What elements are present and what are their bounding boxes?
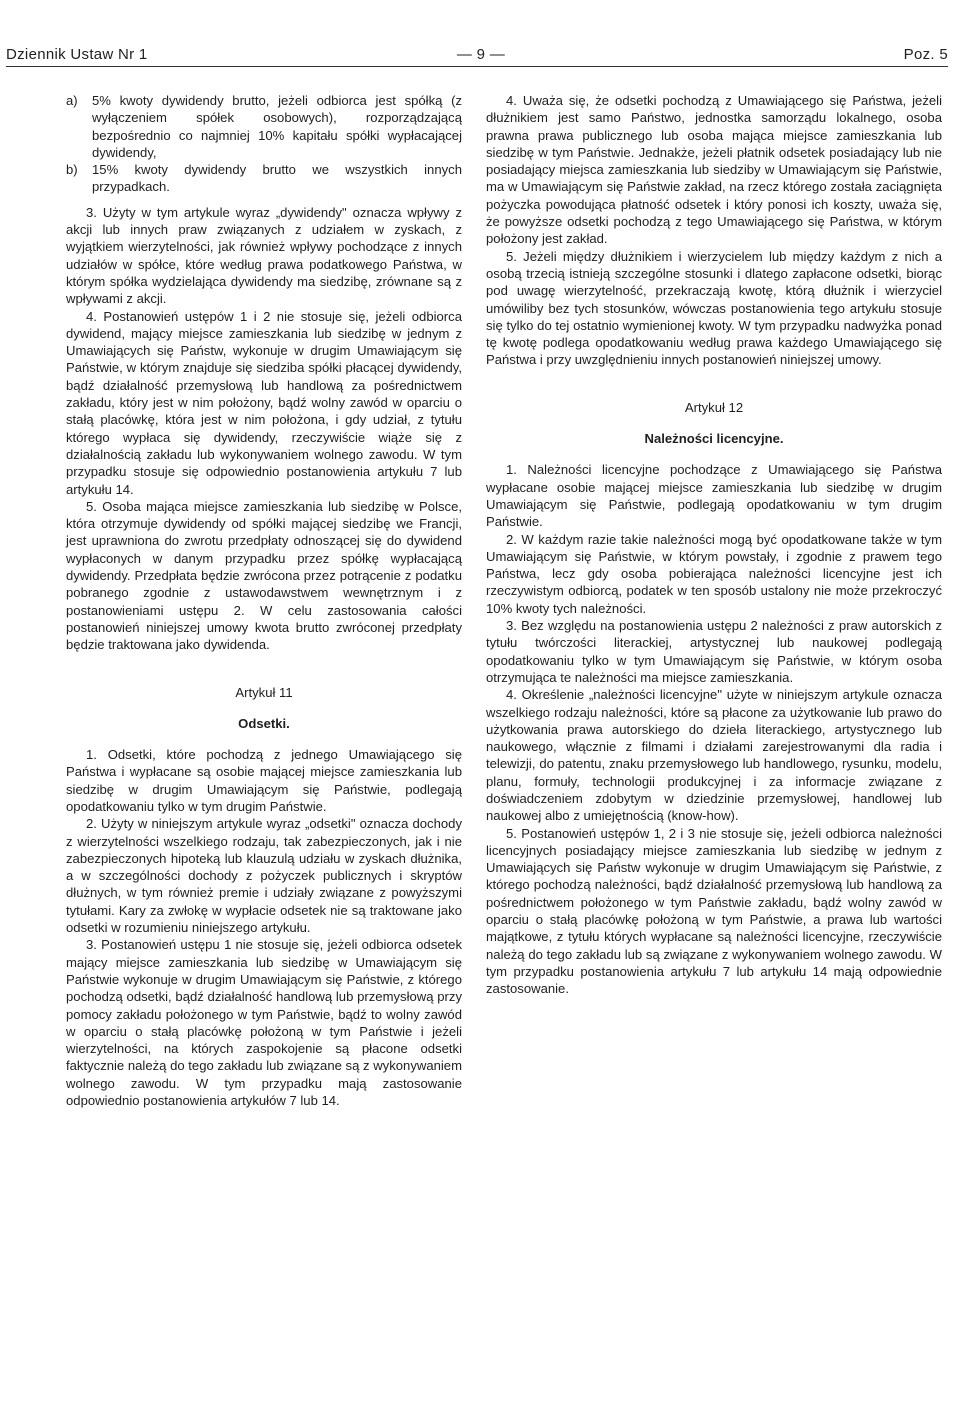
- paragraph-art10-5: 5. Osoba mająca miejsce zamieszkania lub siedzibę w Polsce, która otrzymuje dywidendy od spółki mającej siedzibę we Francji, jest uprawniona do zwrotu przedpłaty odnoszącej się do dywidend wypłaconych w danym przypadku przez spółkę wypłacającą dywidendy. Przedpłata będzie zwrócona przez potrącenie z podatku pobranego zgodnie z ustawodawstwem wewnętrznym i z postanowieniami ustępu 2. W celu zastosowania całości postanowień niniejszej umowy kwota brutto zwróconej przedpłaty będzie traktowana jako dywidenda.: [66, 498, 462, 653]
- paragraph-art11-1: 1. Odsetki, które pochodzą z jednego Umawiającego się Państwa i wypłacane są osobie mającej miejsce zamieszkania lub siedzibę w drugim Umawiającym się Państwie, podlegają opodatkowaniu tylko w tym drugim Państwie.: [66, 747, 462, 814]
- list-item-b: [66, 161, 462, 196]
- paragraph-art11-2: 2. Użyty w niniejszym artykule wyraz „odsetki" oznacza dochody z wierzytelności wszelkiego rodzaju, tak zabezpieczonych, jak i nie zabezpieczonych hipoteką lub klauzulą udziału w zyskach dłużnika, a w szczególności dochody z pożyczek publicznych i skryptów dłużnych, w tym również premie i udziały związane z powyższymi tytułami. Kary za zwłokę w wypłacie odsetek nie są traktowane jako odsetki w rozumieniu niniejszego artykułu.: [66, 816, 462, 936]
- item-a-label: a): [66, 93, 78, 108]
- page-number: — 9 —: [456, 46, 506, 63]
- item-b-label: b): [66, 162, 78, 178]
- paragraph-art12-5: 5. Postanowień ustępów 1, 2 i 3 nie stosuje się, jeżeli odbiorca należności licencyjnych posiadający miejsce zamieszkania lub siedzibę w jednym z Umawiających się Państw wykonuje w drugim Umawiającym się Państwie, z którego pochodzą należności, bądź działalność przemysłową lub handlową za pośrednictwem położonego w tym Państwie zakładu, bądź wolny zawód w oparciu o stałą placówkę położoną w tym Państwie, a prawa lub wartości majątkowe, z tytułu których wypłacane są należności licencyjne, rzeczywiście należą do tego zakładu lub są związane z wykonywaniem wolnego zawodu. W tym przypadku postanowienia artykułu 7 lub artykułu 14 mają odpowiednie zastosowanie.: [486, 825, 942, 997]
- article-11-title: Artykuł 11: [235, 684, 293, 700]
- right-column: [486, 92, 942, 998]
- paragraph-art10-3: 3. Użyty w tym artykule wyraz „dywidendy" oznacza wpływy z akcji lub innych praw związanych z udziałem w zyskach, z wyjątkiem wierzytelności, jak również wpływy pochodzące z innych udziałów w spółce, które według prawa podatkowego Państwa, w którym spółka wydzielająca dywidendy ma siedzibę, zrównane są z wpływami z akcji.: [66, 204, 462, 307]
- paragraph-art11-3: 3. Postanowień ustępu 1 nie stosuje się, jeżeli odbiorca odsetek mający miejsce zamieszkania lub siedzibę w Umawiającym się Państwie wykonuje w drugim Umawiającym się Państwie, z którego pochodzą odsetki, bądź działalność handlową lub przemysłową przy pomocy zakładu położonego w tym Państwie, bądź to wolny zawód w oparciu o stałą placówkę położoną w tym Państwie i jeżeli wierzytelności, na których zaspokojenie są płacone odsetki faktycznie należą do tego zakładu lub związane są z wykonywaniem wolnego zawodu. W tym przypadku mają zastosowanie odpowiednio postanowienia artykułów 7 lub 14.: [66, 937, 462, 1109]
- page-header: [6, 42, 948, 66]
- list-item-a: [66, 92, 462, 161]
- paragraph-art12-3: 3. Bez względu na postanowienia ustępu 2 należności z praw autorskich z tytułu twórczości literackiej, artystycznej lub naukowej podlegają opodatkowaniu tylko w tym Umawiającym się Państwie, w którym osoba otrzymująca te należności ma miejsce zamieszkania.: [486, 618, 942, 685]
- item-a-text: 5% kwoty dywidendy brutto, jeżeli odbiorca jest spółką (z wyłączeniem spółek osobowych), rozporządzającą bezpośrednio co najmniej 10% kapitału spółki wypłacającej dywidendy,: [92, 93, 462, 160]
- paragraph-art10-4: 4. Postanowień ustępów 1 i 2 nie stosuje się, jeżeli odbiorca dywidend, mający miejsce zamieszkania lub siedzibę w jednym z Umawiających się Państw, wykonuje w drugim Umawiającym się Państwie, w którym znajduje się siedziba spółki płacącej dywidendy, bądź działalność przemysłową lub handlową za pośrednictwem zakładu, który jest w nim położony, bądź wolny zawód w oparciu o stałą placówkę, która jest w nim położona, i gdy udział, z tytułu którego wypłaca się dywidendy, rzeczywiście wiąże się z działalnością zakładu lub wykonywaniem wolnego zawodu. W tym przypadku stosuje się odpowiednio postanowienia artykułu 7 lub artykułu 14.: [66, 308, 462, 497]
- item-b-text: 15% kwoty dywidendy brutto we wszystkich innych przypadkach.: [92, 162, 462, 195]
- paragraph-art12-1: 1. Należności licencyjne pochodzące z Umawiającego się Państwa wypłacane osobie mającej miejsce zamieszkania lub siedzibę w drugim Umawiającym się Państwie, podlegają opodatkowaniu w tym drugim Państwie.: [486, 462, 942, 530]
- article-12-subtitle: Należności licencyjne.: [644, 431, 784, 447]
- paragraph-art11-5: 5. Jeżeli między dłużnikiem i wierzycielem lub między każdym z nich a osobą trzecią istnieją szczególne stosunki i dlatego zapłacone odsetki, biorąc pod uwagę wierzytelność, przekraczają kwotę, którą dłużnik i wierzyciel umówiliby bez tych stosunków, wówczas postanowienia tego artykułu stosuje się tylko do tej ostatnio wymienionej kwoty. W tym przypadku nadwyżka ponad tę kwotę podlega opodatkowaniu według prawa każdego Umawiającego się Państwa i przy uwzględnieniu innych postanowień niniejszej umowy.: [486, 248, 942, 368]
- position-number: Poz. 5: [903, 46, 948, 63]
- header-rule: [6, 66, 948, 67]
- journal-title: Dziennik Ustaw Nr 1: [6, 46, 148, 63]
- article-11-subtitle: Odsetki.: [238, 715, 290, 731]
- article-12-title: Artykuł 12: [684, 399, 744, 415]
- left-column: [66, 92, 462, 1109]
- paragraph-art12-2: 2. W każdym razie takie należności mogą być opodatkowane także w tym Umawiającym się Państwie, w którym powstały, i zgodnie z prawem tego Państwa, lecz gdy osoba pobierająca należności licencyjne jest ich rzeczywistym odbiorcą, podatek w ten sposób ustalony nie może przekroczyć 10% kwoty tych należności.: [486, 531, 942, 616]
- paragraph-art11-4: 4. Uważa się, że odsetki pochodzą z Umawiającego się Państwa, jeżeli dłużnikiem jest samo Państwo, jednostka samorządu lokalnego, osoba prawna prawa publicznego lub osoba mająca miejsce zamieszkania lub siedzibę w tym Państwie. Jednakże, jeżeli płatnik odsetek posiadający lub nie posiadający miejsca zamieszkania lub siedziby w Umawiającym się Państwie, ma w Umawiającym się Państwie zakład, na rzecz którego została zaciągnięta pożyczka powodująca płatność odsetek i który ponosi ich koszty, uważa się, że powyższe odsetki pochodzą z tego Umawiającego się Państwa, w którym położony jest zakład.: [486, 93, 942, 247]
- paragraph-art12-4: 4. Określenie „należności licencyjne" użyte w niniejszym artykule oznacza wszelkiego rodzaju należności, które są płacone za użytkowanie lub prawo do użytkowania prawa autorskiego do dzieła literackiego, artystycznego lub naukowego, włącznie z filmami i działami zarejestrowanymi dla radia i telewizji, do patentu, znaku przemysłowego lub handlowego, rysunku, modelu, planu, formuły, technologii produkcyjnej i za informacje związane z doświadczeniem zdobytym w dziedzinie przemysłowej, handlowej lub naukowej albo z umiejętnością (know-how).: [486, 687, 942, 824]
